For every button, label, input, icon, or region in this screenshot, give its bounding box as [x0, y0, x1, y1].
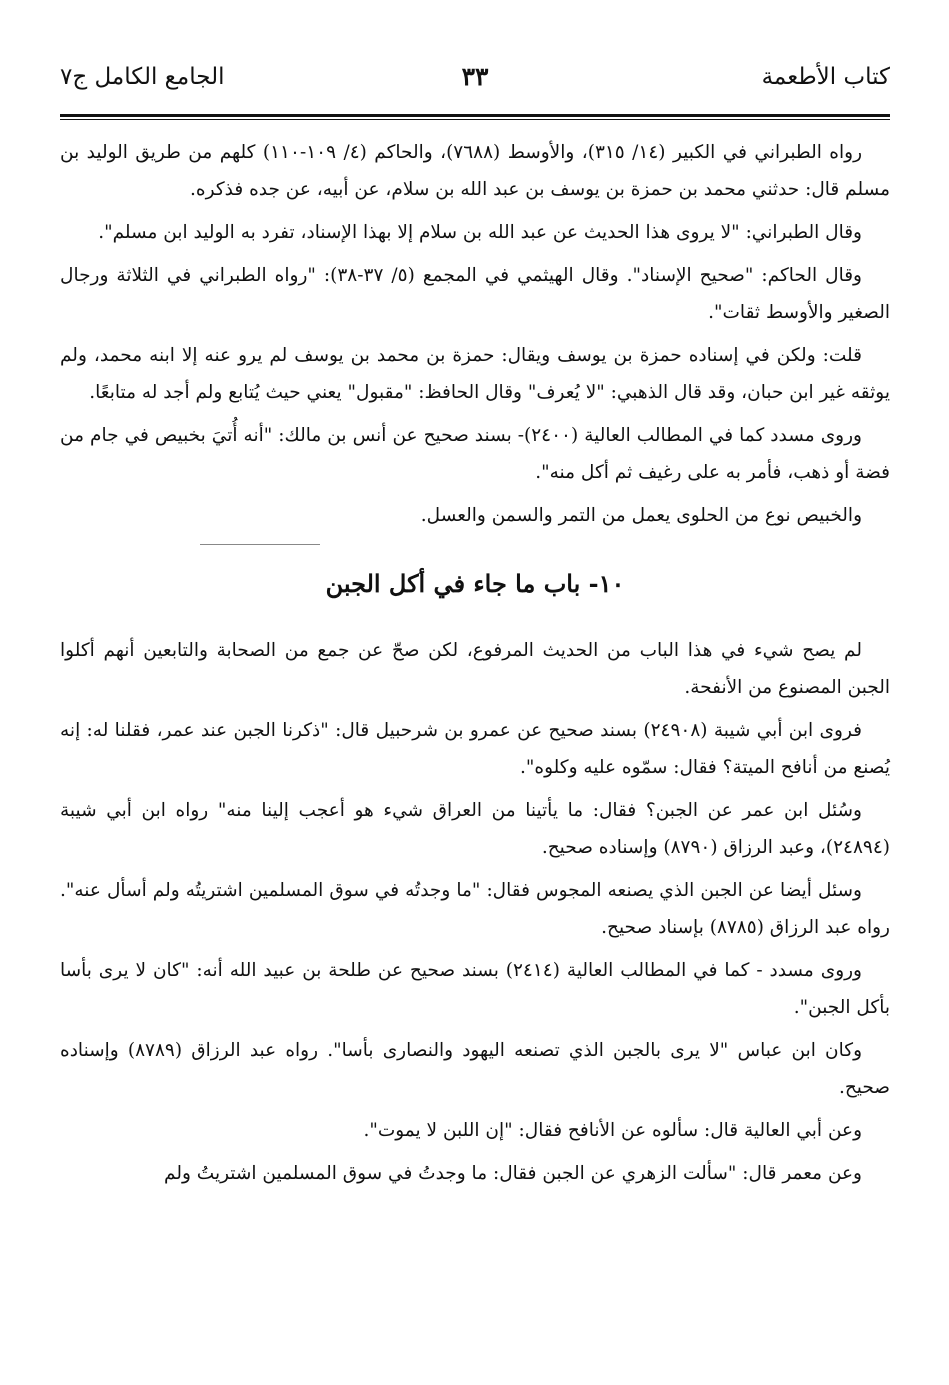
paragraph: وعن أبي العالية قال: سألوه عن الأنافح فقال: "إن اللبن لا يموت". [363, 1119, 862, 1141]
chapter-heading-block [60, 544, 890, 624]
paragraph: فروى ابن أبي شيبة (٢٤٩٠٨) بسند صحيح عن عمرو بن شرحبيل قال: "ذكرنا الجبن عند عمر، فقلنا له: إنه يُصنع من أنافح الميتة؟ فقال: سمّوه عليه وكلوه". [60, 719, 890, 778]
paragraph: رواه الطبراني في الكبير (١٤/ ٣١٥)، والأوسط (٧٦٨٨)، والحاكم (٤/ ١٠٩-١١٠) كلهم من طريق الوليد بن مسلم قال: حدثني محمد بن حمزة بن يوسف بن عبد الله بن سلام، عن أبيه، عن جده فذكره. [60, 142, 890, 200]
paragraph: وعن معمر قال: "سألت الزهري عن الجبن فقال: ما وجدتُ في سوق المسلمين اشتريتُ ولم [164, 1162, 862, 1184]
chapter-heading: ١٠- باب ما جاء في أكل الجبن [325, 568, 625, 598]
heading-divider [200, 544, 320, 545]
paragraph: وروى مسدد - كما في المطالب العالية (٢٤١٤) بسند صحيح عن طلحة بن عبيد الله أنه: "كان لا يرى بأسا بأكل الجبن". [60, 959, 890, 1018]
paragraph: وسئل أيضا عن الجبن الذي يصنعه المجوس فقال: "ما وجدتُه في سوق المسلمين اشتريتُه ولم أسأل عنه". رواه عبد الرزاق (٨٧٨٥) بإسناد صحيح. [60, 879, 890, 938]
body-text [60, 134, 890, 1192]
paragraph: والخبيص نوع من الحلوى يعمل من التمر والسمن والعسل. [420, 505, 862, 526]
paragraph: وقال الحاكم: "صحيح الإسناد". وقال الهيثمي في المجمع (٥/ ٣٧-٣٨): "رواه الطبراني في الثلاثة ورجال الصغير والأوسط ثقات". [60, 265, 890, 323]
page-number: ٣٣ [461, 62, 489, 91]
paragraph: قلت: ولكن في إسناده حمزة بن يوسف ويقال: حمزة بن محمد بن يوسف لم يرو عنه إلا ابنه محمد، ولم يوثقه غير ابن حبان، وقد قال الذهبي: "لا يُعرف" وقال الحافظ: "مقبول" يعني حيث يُتابع ولم أجد له متابعًا. [60, 345, 890, 403]
collection-title: الجامع الكامل ج٧ [60, 64, 225, 90]
book-title: كتاب الأطعمة [761, 64, 890, 90]
paragraph: وسُئل ابن عمر عن الجبن؟ فقال: ما يأتينا من العراق شيء هو أعجب إلينا منه" رواه ابن أبي شيبة (٢٤٨٩٤)، وعبد الرزاق (٨٧٩٠) وإسناده صحيح. [60, 799, 890, 858]
paragraph: وقال الطبراني: "لا يروى هذا الحديث عن عبد الله بن سلام إلا بهذا الإسناد، تفرد به الوليد ابن مسلم". [98, 222, 862, 243]
paragraph: وكان ابن عباس "لا يرى بالجبن الذي تصنعه اليهود والنصارى بأسا". رواه عبد الرزاق (٨٧٨٩) وإسناده صحيح. [60, 1039, 890, 1098]
document-page [60, 58, 890, 1198]
running-header [60, 58, 890, 110]
header-rule [60, 114, 890, 117]
paragraph: وروى مسدد كما في المطالب العالية (٢٤٠٠)- بسند صحيح عن أنس بن مالك: "أنه أُتيَ بخبيص في جام من فضة أو ذهب، فأمر به على رغيف ثم أكل منه". [60, 425, 890, 483]
paragraph: لم يصح شيء في هذا الباب من الحديث المرفوع، لكن صحّ عن جمع من الصحابة والتابعين أنهم أكلوا الجبن المصنوع من الأنفحة. [60, 639, 890, 698]
header-rule-thin [60, 119, 890, 120]
